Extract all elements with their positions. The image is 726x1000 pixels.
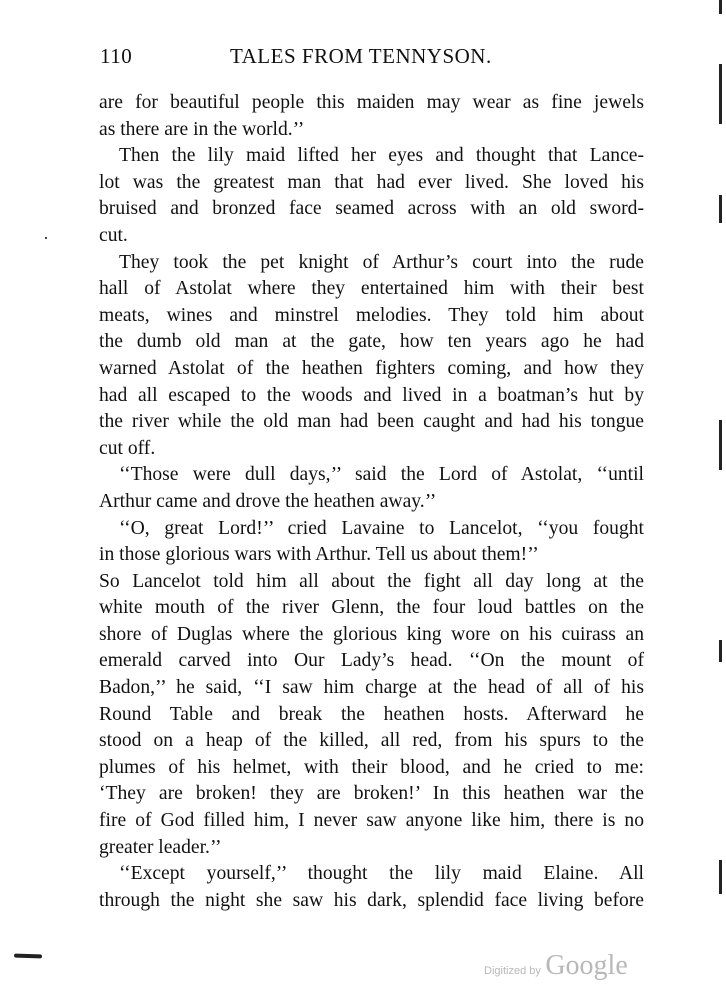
text-line: are for beautiful people this maiden may wear as fine jewels <box>99 92 644 113</box>
text-line: Arthur came and drove the heathen away.’’ <box>99 490 437 512</box>
page-header <box>100 44 620 74</box>
text-line: ‘‘Except yourself,’’ thought the lily maid Elaine. All <box>119 863 644 885</box>
text-line: warned Astolat of the heathen fighters coming, and how they <box>99 357 644 379</box>
text-line: the dumb old man at the gate, how ten years ago he had <box>99 331 644 353</box>
text-line: ‘‘O, great Lord!’’ cried Lavaine to Lancelot, ‘‘you fought <box>119 517 644 539</box>
text-line: stood on a heap of the killed, all red, from his spurs to the <box>99 730 644 752</box>
scan-dash-mark <box>14 954 42 959</box>
text-line: lot was the greatest man that had ever lived. She loved his <box>99 171 644 193</box>
google-logo: Google <box>545 950 628 981</box>
running-head: TALES FROM TENNYSON. <box>230 44 492 68</box>
edge-mark <box>719 64 722 124</box>
page-edge-marks <box>714 0 726 1000</box>
edge-mark <box>719 420 722 470</box>
text-line: Round Table and break the heathen hosts. Afterward he <box>99 703 644 725</box>
text-line: emerald carved into Our Lady’s head. ‘‘On the mount of <box>99 650 644 672</box>
watermark-prefix: Digitized by <box>484 965 541 977</box>
text-line: meats, wines and minstrel melodies. They told him about <box>99 304 644 326</box>
text-line: bruised and bronzed face seamed across with an old sword- <box>99 198 644 220</box>
body-text <box>99 90 644 914</box>
text-line: plumes of his helmet, with their blood, and he cried to me: <box>99 756 644 778</box>
edge-mark <box>719 0 722 14</box>
text-line: shore of Duglas where the glorious king wore on his cuirass an <box>99 623 644 645</box>
text-line: had all escaped to the woods and lived in a boatman’s hut by <box>99 384 644 406</box>
digitized-watermark <box>484 950 628 982</box>
edge-mark <box>719 195 722 223</box>
text-line: greater leader.’’ <box>99 836 222 858</box>
text-line: in those glorious wars with Arthur. Tell us about them!’’ <box>99 544 539 566</box>
text-line: through the night she saw his dark, splendid face living before <box>99 889 644 911</box>
text-line: hall of Astolat where they entertained him with their best <box>99 278 644 300</box>
text-line: ‘‘Those were dull days,’’ said the Lord of Astolat, ‘‘until <box>119 464 644 486</box>
text-line: the river while the old man had been caught and had his tongue <box>99 411 644 433</box>
text-line: ‘They are broken! they are broken!’ In this heathen war the <box>99 783 644 805</box>
scan-speck <box>45 237 47 239</box>
text-line: cut. <box>99 224 128 246</box>
text-line: So Lancelot told him all about the fight all day long at the <box>99 570 644 592</box>
text-line: They took the pet knight of Arthur’s court into the rude <box>119 251 644 273</box>
edge-mark <box>719 640 722 662</box>
text-line: Then the lily maid lifted her eyes and thought that Lance- <box>119 145 644 167</box>
text-line: cut off. <box>99 437 156 459</box>
edge-mark <box>719 860 722 894</box>
text-line: white mouth of the river Glenn, the four loud battles on the <box>99 597 644 619</box>
text-line: Badon,’’ he said, ‘‘I saw him charge at the head of all of his <box>99 677 644 699</box>
page-number: 110 <box>100 44 133 68</box>
text-line: fire of God filled him, I never saw anyone like him, there is no <box>99 810 644 832</box>
text-line: as there are in the world.’’ <box>99 118 305 140</box>
